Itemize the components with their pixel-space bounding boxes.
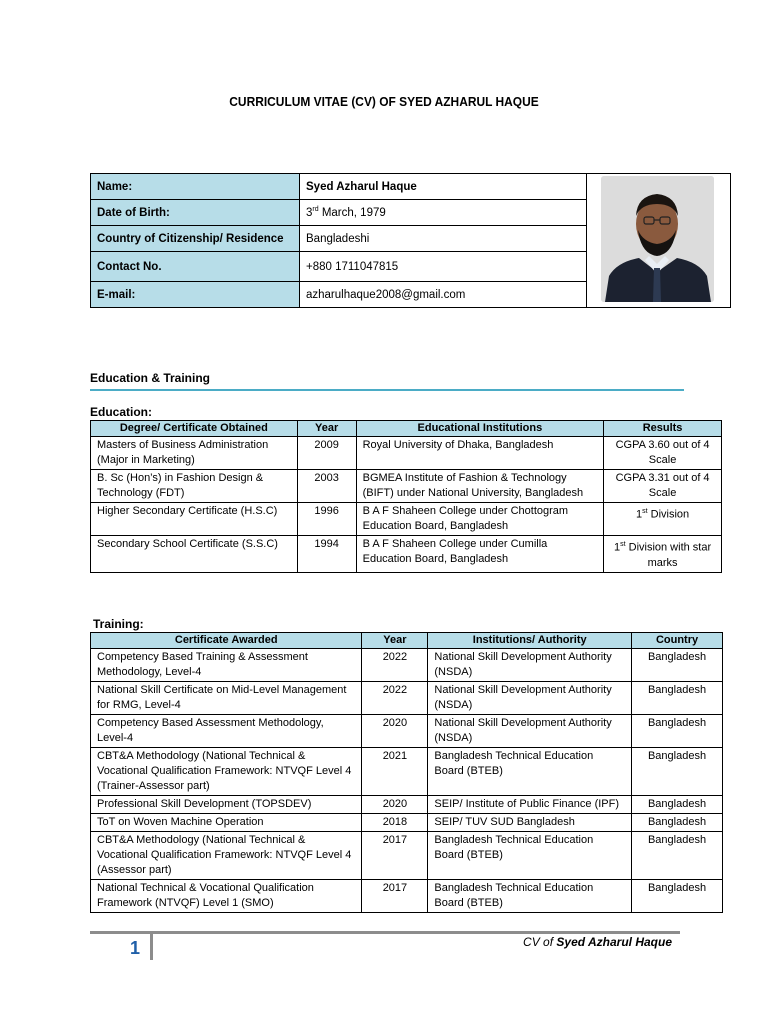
education-institution: Royal University of Dhaka, Bangladesh [356, 437, 604, 470]
training-year: 2021 [362, 748, 428, 796]
education-institution: B A F Shaheen College under Cumilla Education Board, Bangladesh [356, 536, 604, 573]
education-year: 2009 [297, 437, 356, 470]
email-value: azharulhaque2008@gmail.com [300, 282, 587, 308]
table-row [91, 814, 723, 832]
citizenship-label: Country of Citizenship/ Residence [91, 226, 300, 252]
education-header-row [91, 421, 722, 437]
education-header-institution: Educational Institutions [356, 421, 604, 437]
result-number: 1 [613, 541, 621, 554]
footer-divider [90, 931, 680, 934]
footer-prefix: CV of [523, 935, 557, 949]
education-year: 2003 [297, 470, 356, 503]
name-value: Syed Azharul Haque [300, 174, 587, 200]
result-text: Division [647, 508, 690, 521]
training-authority: SEIP/ TUV SUD Bangladesh [428, 814, 632, 832]
education-year: 1994 [297, 536, 356, 573]
result-ordinal: st [620, 541, 626, 548]
table-row [91, 880, 723, 913]
training-certificate: Competency Based Training & Assessment Methodology, Level-4 [91, 649, 362, 682]
footer-name: Syed Azharul Haque [556, 935, 672, 949]
photo-frame [587, 173, 731, 308]
education-degree: Masters of Business Administration (Major in Marketing) [91, 437, 298, 470]
citizenship-value: Bangladeshi [300, 226, 587, 252]
training-authority: National Skill Development Authority (NSDA) [428, 649, 632, 682]
training-country: Bangladesh [632, 880, 723, 913]
table-row [91, 796, 723, 814]
education-year: 1996 [297, 503, 356, 536]
training-header-authority: Institutions/ Authority [428, 633, 632, 649]
dob-value [300, 200, 587, 226]
footer-caption [523, 935, 672, 949]
education-result [604, 536, 722, 573]
info-row-citizenship [91, 226, 587, 252]
education-institution: B A F Shaheen College under Chottogram Education Board, Bangladesh [356, 503, 604, 536]
training-country: Bangladesh [632, 814, 723, 832]
personal-info-block [90, 173, 731, 308]
education-header-year: Year [297, 421, 356, 437]
education-result [604, 503, 722, 536]
training-header-row [91, 633, 723, 649]
dob-rest: March, 1979 [318, 206, 386, 219]
training-header-certificate: Certificate Awarded [91, 633, 362, 649]
info-row-dob [91, 200, 587, 226]
training-country: Bangladesh [632, 796, 723, 814]
training-certificate: ToT on Woven Machine Operation [91, 814, 362, 832]
training-authority: SEIP/ Institute of Public Finance (IPF) [428, 796, 632, 814]
training-year: 2017 [362, 832, 428, 880]
training-year: 2017 [362, 880, 428, 913]
training-certificate: CBT&A Methodology (National Technical & Vocational Qualification Framework: NTVQF Level 4 (Trainer-Assessor part) [91, 748, 362, 796]
training-authority: National Skill Development Authority (NSDA) [428, 682, 632, 715]
training-year: 2022 [362, 649, 428, 682]
training-country: Bangladesh [632, 832, 723, 880]
section-heading-education-training: Education & Training [90, 371, 684, 391]
training-year: 2022 [362, 682, 428, 715]
training-authority: Bangladesh Technical Education Board (BTEB) [428, 832, 632, 880]
training-country: Bangladesh [632, 715, 723, 748]
education-result: CGPA 3.31 out of 4 Scale [604, 470, 722, 503]
education-degree: Higher Secondary Certificate (H.S.C) [91, 503, 298, 536]
training-header-year: Year [362, 633, 428, 649]
name-label: Name: [91, 174, 300, 200]
info-row-contact [91, 252, 587, 282]
education-institution: BGMEA Institute of Fashion & Technology (BIFT) under National University, Bangladesh [356, 470, 604, 503]
education-label: Education: [90, 405, 152, 419]
contact-value: +880 1711047815 [300, 252, 587, 282]
training-year: 2020 [362, 715, 428, 748]
page-number: 1 [130, 938, 141, 958]
email-label: E-mail: [91, 282, 300, 308]
table-row [91, 437, 722, 470]
education-table [90, 420, 722, 573]
portrait-illustration [601, 176, 714, 302]
training-label: Training: [93, 617, 144, 631]
training-certificate: National Technical & Vocational Qualification Framework (NTVQF) Level 1 (SMO) [91, 880, 362, 913]
dob-day: 3 [306, 206, 313, 219]
info-row-name [91, 174, 587, 200]
table-row [91, 649, 723, 682]
result-text: Division with star marks [625, 541, 712, 569]
education-degree: B. Sc (Hon’s) in Fashion Design & Technology (FDT) [91, 470, 298, 503]
table-row [91, 748, 723, 796]
education-result: CGPA 3.60 out of 4 Scale [604, 437, 722, 470]
dob-suffix: rd [312, 206, 319, 214]
table-row [91, 470, 722, 503]
training-country: Bangladesh [632, 748, 723, 796]
training-certificate: National Skill Certificate on Mid-Level Management for RMG, Level-4 [91, 682, 362, 715]
training-authority: Bangladesh Technical Education Board (BTEB) [428, 748, 632, 796]
education-header-degree: Degree/ Certificate Obtained [91, 421, 298, 437]
training-country: Bangladesh [632, 649, 723, 682]
dob-label: Date of Birth: [91, 200, 300, 226]
result-ordinal: st [642, 508, 648, 515]
table-row [91, 536, 722, 573]
page-title: CURRICULUM VITAE (CV) OF SYED AZHARUL HAQUE [229, 94, 539, 109]
training-year: 2020 [362, 796, 428, 814]
profile-photo [601, 176, 714, 302]
table-row [91, 503, 722, 536]
result-number: 1 [635, 508, 643, 521]
table-row [91, 832, 723, 880]
training-certificate: Competency Based Assessment Methodology, Level-4 [91, 715, 362, 748]
page-number-separator [150, 934, 153, 960]
training-authority: Bangladesh Technical Education Board (BTEB) [428, 880, 632, 913]
training-certificate: Professional Skill Development (TOPSDEV) [91, 796, 362, 814]
training-country: Bangladesh [632, 682, 723, 715]
education-header-results: Results [604, 421, 722, 437]
table-row [91, 682, 723, 715]
training-header-country: Country [632, 633, 723, 649]
table-row [91, 715, 723, 748]
contact-label: Contact No. [91, 252, 300, 282]
training-table [90, 632, 723, 913]
training-certificate: CBT&A Methodology (National Technical & Vocational Qualification Framework: NTVQF Level 4 (Assessor part) [91, 832, 362, 880]
education-degree: Secondary School Certificate (S.S.C) [91, 536, 298, 573]
info-row-email [91, 282, 587, 308]
training-year: 2018 [362, 814, 428, 832]
personal-info-table [90, 173, 587, 308]
training-authority: National Skill Development Authority (NSDA) [428, 715, 632, 748]
